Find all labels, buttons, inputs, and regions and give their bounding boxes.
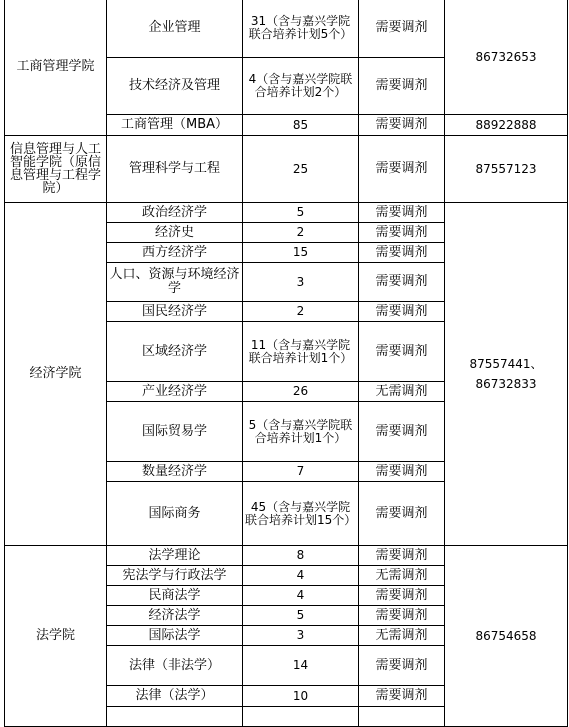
adjust-cell: 需要调剂 — [359, 482, 445, 546]
enroll-cell: 15 — [243, 243, 359, 263]
adjust-cell: 需要调剂 — [359, 402, 445, 462]
major-cell: 数量经济学 — [107, 462, 243, 482]
adjust-cell: 无需调剂 — [359, 382, 445, 402]
adjust-cell: 需要调剂 — [359, 546, 445, 566]
enroll-cell: 26 — [243, 382, 359, 402]
enroll-cell: 5 — [243, 203, 359, 223]
adjust-cell: 需要调剂 — [359, 263, 445, 302]
enroll-cell: 45（含与嘉兴学院联合培养计划15个） — [243, 482, 359, 546]
major-cell: 法律（法学） — [107, 686, 243, 707]
enroll-cell: 2 — [243, 302, 359, 322]
phone-cell: 88922888 — [445, 115, 568, 136]
table-row — [5, 203, 568, 223]
major-cell: 国际贸易学 — [107, 402, 243, 462]
phone-cell: 87557441、86732833 — [445, 203, 568, 546]
phone-cell: 86754658 — [445, 546, 568, 727]
enroll-cell: 7 — [243, 462, 359, 482]
major-cell: 经济法学 — [107, 606, 243, 626]
adjust-cell: 需要调剂 — [359, 606, 445, 626]
enroll-cell: 31（含与嘉兴学院联合培养计划5个） — [243, 0, 359, 58]
enroll-cell: 8 — [243, 546, 359, 566]
table-row — [5, 546, 568, 566]
major-cell — [107, 707, 243, 727]
adjust-cell: 无需调剂 — [359, 566, 445, 586]
major-cell: 政治经济学 — [107, 203, 243, 223]
enroll-cell: 14 — [243, 646, 359, 686]
major-cell: 企业管理 — [107, 0, 243, 58]
adjust-cell: 需要调剂 — [359, 462, 445, 482]
major-cell: 宪法学与行政法学 — [107, 566, 243, 586]
major-cell: 国际商务 — [107, 482, 243, 546]
enroll-cell: 2 — [243, 223, 359, 243]
table-row — [5, 136, 568, 203]
enroll-cell: 3 — [243, 626, 359, 646]
adjust-cell: 需要调剂 — [359, 243, 445, 263]
college-cell: 信息管理与人工智能学院（原信息管理与工程学院） — [5, 136, 107, 203]
adjust-cell: 需要调剂 — [359, 0, 445, 58]
enroll-cell: 3 — [243, 263, 359, 302]
major-cell: 法律（非法学） — [107, 646, 243, 686]
major-cell: 法学理论 — [107, 546, 243, 566]
college-cell: 工商管理学院 — [5, 0, 107, 136]
enroll-cell: 4 — [243, 586, 359, 606]
phone-cell: 86732653 — [445, 0, 568, 115]
major-cell: 西方经济学 — [107, 243, 243, 263]
enroll-cell: 85 — [243, 115, 359, 136]
major-cell: 人口、资源与环境经济学 — [107, 263, 243, 302]
enrollment-table — [4, 0, 568, 727]
enroll-cell: 5 — [243, 606, 359, 626]
adjust-cell: 需要调剂 — [359, 686, 445, 707]
adjust-cell: 需要调剂 — [359, 203, 445, 223]
major-cell: 技术经济及管理 — [107, 58, 243, 115]
college-cell: 法学院 — [5, 546, 107, 727]
enroll-cell: 11（含与嘉兴学院联合培养计划1个） — [243, 322, 359, 382]
adjust-cell: 无需调剂 — [359, 626, 445, 646]
adjust-cell: 需要调剂 — [359, 136, 445, 203]
adjust-cell: 需要调剂 — [359, 58, 445, 115]
major-cell: 国际法学 — [107, 626, 243, 646]
major-cell: 经济史 — [107, 223, 243, 243]
adjust-cell: 需要调剂 — [359, 586, 445, 606]
enroll-cell — [243, 707, 359, 727]
major-cell: 管理科学与工程 — [107, 136, 243, 203]
adjust-cell: 需要调剂 — [359, 322, 445, 382]
enroll-cell: 10 — [243, 686, 359, 707]
adjust-cell — [359, 707, 445, 727]
adjust-cell: 需要调剂 — [359, 302, 445, 322]
enroll-cell: 25 — [243, 136, 359, 203]
phone-cell: 87557123 — [445, 136, 568, 203]
adjust-cell: 需要调剂 — [359, 115, 445, 136]
major-cell: 国民经济学 — [107, 302, 243, 322]
major-cell: 区域经济学 — [107, 322, 243, 382]
adjust-cell: 需要调剂 — [359, 646, 445, 686]
enroll-cell: 4 — [243, 566, 359, 586]
major-cell: 工商管理（MBA） — [107, 115, 243, 136]
college-cell: 经济学院 — [5, 203, 107, 546]
major-cell: 产业经济学 — [107, 382, 243, 402]
major-cell: 民商法学 — [107, 586, 243, 606]
enroll-cell: 4（含与嘉兴学院联合培养计划2个） — [243, 58, 359, 115]
table-row — [5, 0, 568, 58]
adjust-cell: 需要调剂 — [359, 223, 445, 243]
enroll-cell: 5（含与嘉兴学院联合培养计划1个） — [243, 402, 359, 462]
